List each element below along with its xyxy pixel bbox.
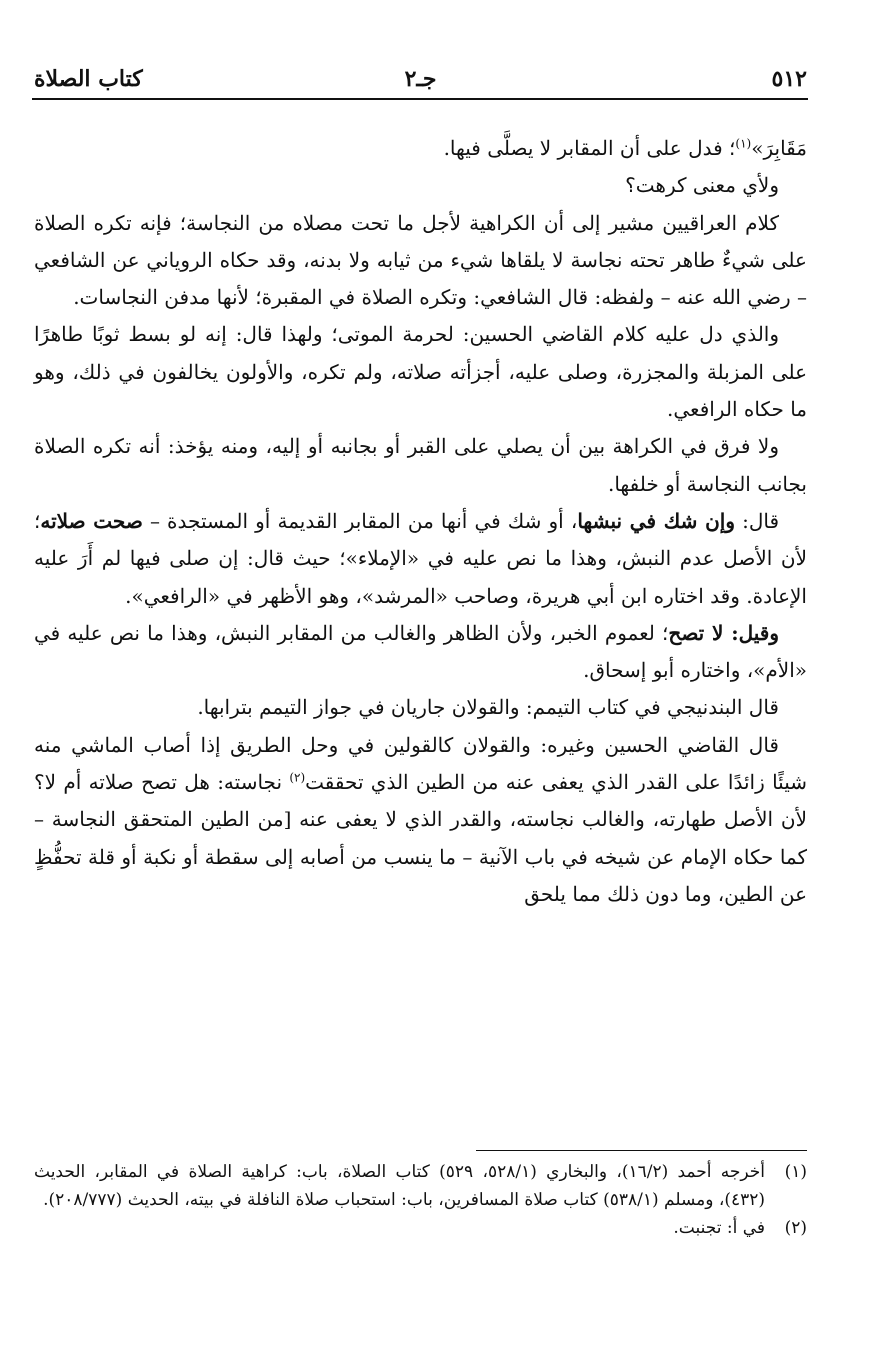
page-number: ٥١٢ (771, 66, 807, 92)
header-rule (32, 98, 808, 100)
running-header (34, 62, 807, 96)
footnote-ref-2[interactable]: (٢) (289, 770, 306, 785)
paragraph-6 (34, 503, 807, 615)
paragraph-5: ولا فرق في الكراهة بين أن يصلي على القبر أو بجانبه أو إليه، ومنه يؤخذ: أنه تكره الصلاة بجانب النجاسة أو خلفها. (34, 434, 807, 496)
p1-text-a: مَقَابِرَ» (751, 136, 807, 160)
paragraph-1 (34, 130, 807, 167)
footnote-rule (476, 1150, 807, 1151)
paragraph-9 (34, 727, 807, 913)
footnote-1 (34, 1158, 807, 1214)
matn-phrase-1: وإن شك في نبشها (577, 508, 735, 533)
p9-text-a: قال القاضي الحسين وغيره: والقولان كالقولين في وحل الطريق إذا أصاب الماشي منه شيئًا زائدًا على القدر الذي يعفى عنه من الطين الذي تحققت (34, 732, 807, 795)
p1-text-b: ؛ فدل على أن المقابر لا يصلَّى فيها. (443, 136, 736, 160)
p6-text-b: ، أو شك في أنها من المقابر القديمة أو المستجدة – (142, 508, 578, 533)
paragraph-3: كلام العراقيين مشير إلى أن الكراهية لأجل ما تحت مصلاه من النجاسة؛ فإنه تكره الصلاة على شيءٌ طاهر تحته نجاسة لا يلقاها شيء من ثيابه ولا بدنه، وقد حكاه الروياني عن الشافعي – رضي الله عنه – ولفظه: قال الشافعي: وتكره الصلاة في المقبرة؛ لأنها مدفن النجاسات. (34, 210, 807, 310)
p6-text-a: قال: (734, 508, 780, 533)
book-title: كتاب الصلاة (34, 66, 143, 92)
footnote-2 (34, 1214, 807, 1242)
footnote-ref-1[interactable]: (١) (735, 136, 752, 151)
footnote-text: في أ: تجنبت. (673, 1218, 765, 1238)
paragraph-4: والذي دل عليه كلام القاضي الحسين: لحرمة الموتى؛ ولهذا قال: إنه لو بسط ثوبًا طاهرًا على المزبلة والمجزرة، وصلى عليه، أجزأته صلاته، ولم تكره، والأولون يخالفون في ذلك، وهو ما حكاه الرافعي. (34, 322, 807, 422)
p6-text-c: ؛ لأن الأصل عدم النبش، وهذا ما نص عليه في «الإملاء»؛ حيث قال: إن صلى فيها لم أَرَ عليه الإعادة. وقد اختاره ابن أبي هريرة، وصاحب «المرشد»، وهو الأظهر في «الرافعي». (34, 508, 807, 608)
footnote-number: (٢) (784, 1218, 807, 1238)
p7-text-a: ؛ لعموم الخبر، ولأن الظاهر والغالب من المقابر النبش، وهذا ما نص عليه في «الأم»، واختاره أبو إسحاق. (34, 620, 807, 683)
matn-phrase-2: صحت صلاته (40, 508, 143, 533)
footnote-text: أخرجه أحمد (١٦/٢)، والبخاري (٥٢٨/١، ٥٢٩) كتاب الصلاة، باب: كراهية الصلاة في المقابر، الحديث (٤٣٢)، ومسلم (٥٣٨/١) كتاب صلاة المسافرين، باب: استحباب صلاة النافلة في بيته، الحديث (٢٠٨/٧٧٧). (34, 1162, 765, 1210)
paragraph-2: ولأي معنى كرهت؟ (625, 173, 779, 198)
main-text (34, 130, 807, 913)
paragraph-8: قال البندنيجي في كتاب التيمم: والقولان جاريان في جواز التيمم بترابها. (197, 695, 779, 720)
footnotes (34, 1158, 807, 1242)
paragraph-7 (34, 615, 807, 690)
volume-label: جـ٢ (404, 66, 437, 92)
matn-phrase-3: وقيل: لا تصح (668, 620, 779, 645)
footnote-number: (١) (784, 1162, 807, 1182)
p9-text-b: نجاسته: هل تصح صلاته أم لا؟ لأن الأصل طهارته، والغالب نجاسته، والقدر الذي لا يعفى عنه [من الطين المتحقق النجاسة – كما حكاه الإمام عن شيخه في باب الآنية – ما ينسب من أصابه إلى سقطة أو نكبة أو قلة تحفُّظٍ عن الطين، وما دون ذلك مما يلحق (34, 770, 807, 906)
